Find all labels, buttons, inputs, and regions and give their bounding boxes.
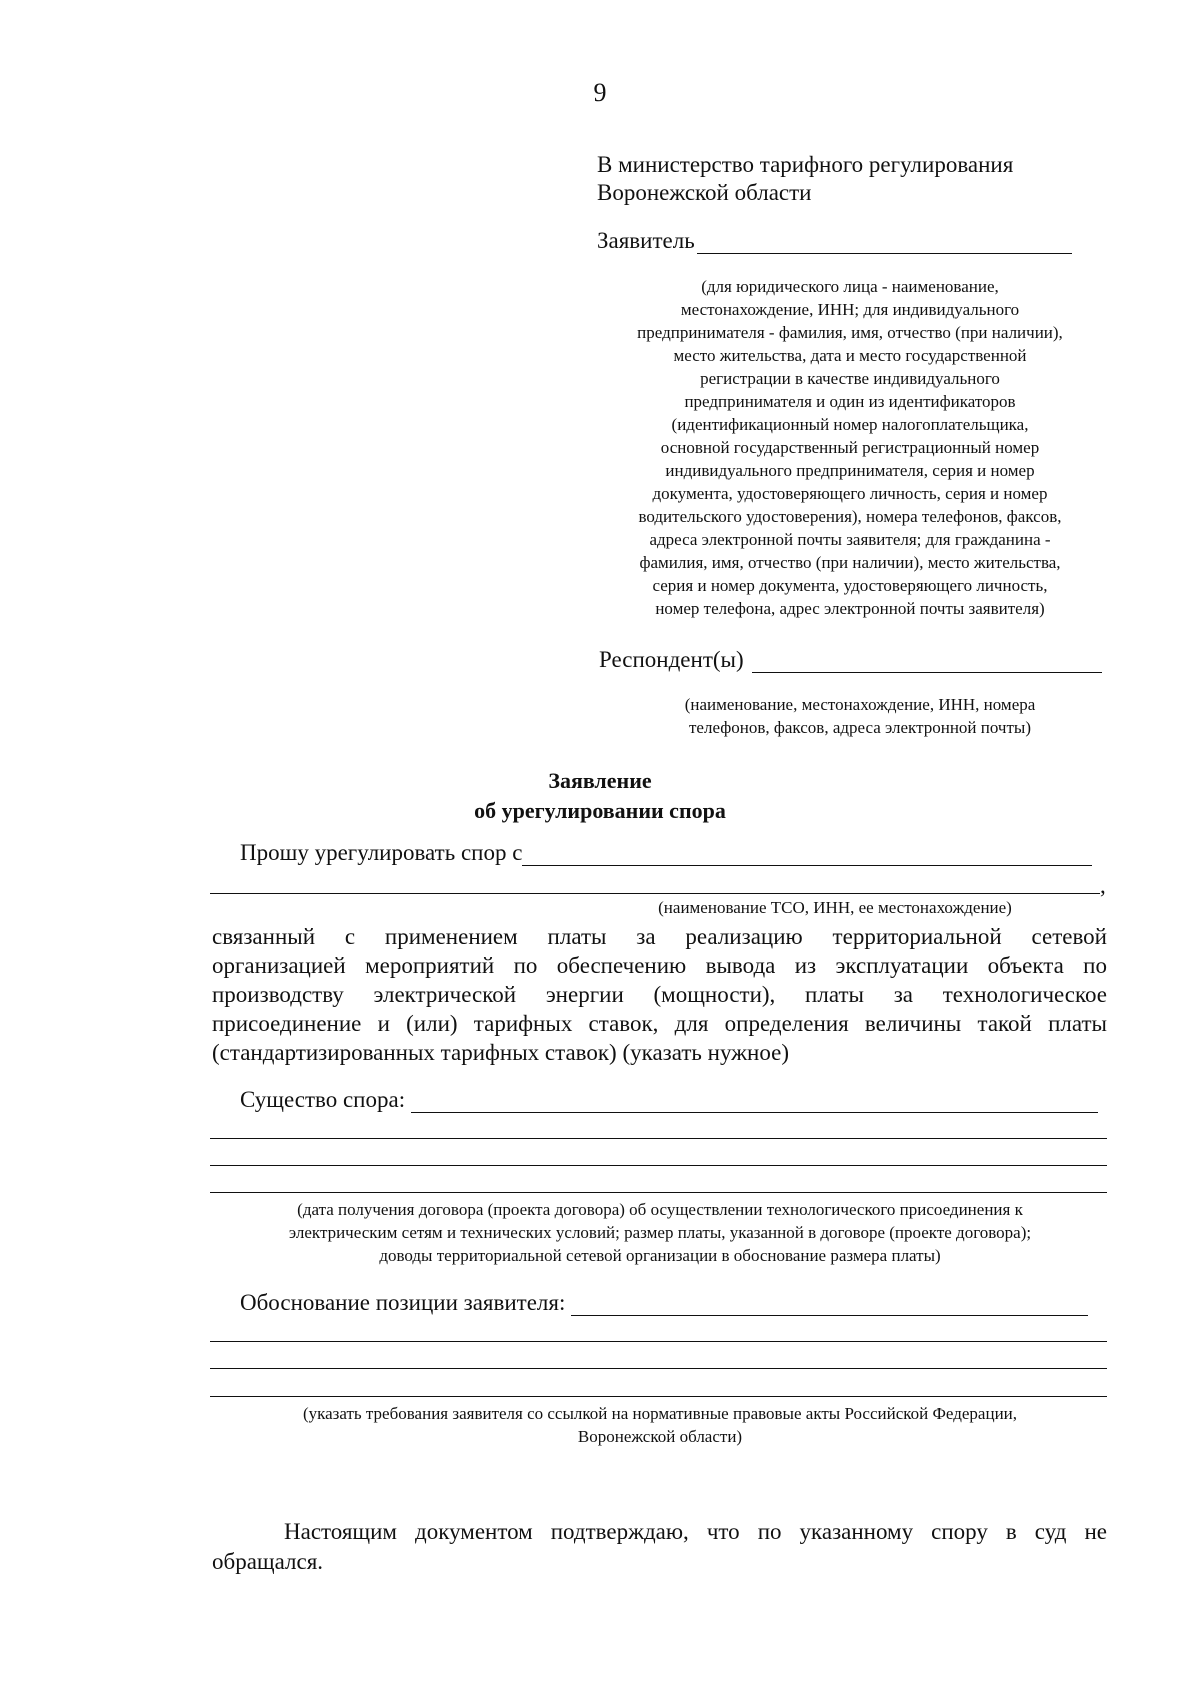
respondent-note <box>630 693 1090 739</box>
applicant-note-line: предпринимателя и один из идентификаторов <box>684 392 1016 411</box>
applicant-note-line: фамилия, имя, отчество (при наличии), место жительства, <box>639 553 1061 572</box>
essence-note <box>205 1198 1115 1267</box>
applicant-note-line: номер телефона, адрес электронной почты заявителя) <box>655 599 1045 618</box>
request-note: (наименование ТСО, ИНН, ее местонахождение) <box>658 898 1012 917</box>
justification-line[interactable] <box>210 1341 1107 1342</box>
essence-note-line: (дата получения договора (проекта договора) об осуществлении технологического присоединения к <box>297 1200 1023 1219</box>
essence-field <box>240 1087 1098 1113</box>
applicant-note-line: серия и номер документа, удостоверяющего личность, <box>652 576 1048 595</box>
respondent-note-line: (наименование, местонахождение, ИНН, номера <box>684 695 1036 714</box>
essence-line[interactable] <box>210 1192 1107 1193</box>
applicant-note-line: индивидуального предпринимателя, серия и номер <box>665 461 1035 480</box>
respondent-field <box>599 647 1102 673</box>
addressee-line-2: Воронежской области <box>597 180 812 205</box>
request-continuation-line[interactable] <box>210 893 1100 894</box>
document-title <box>0 766 1200 826</box>
applicant-note-line: предпринимателя - фамилия, имя, отчество (при наличии), <box>637 323 1063 342</box>
applicant-label: Заявитель <box>597 228 695 253</box>
essence-line[interactable] <box>210 1138 1107 1139</box>
respondent-label: Респондент(ы) <box>599 647 744 672</box>
applicant-note-line: местонахождение, ИНН; для индивидуального <box>680 300 1020 319</box>
title-line-2: об урегулировании спора <box>474 798 726 823</box>
request-input-line[interactable] <box>522 843 1092 866</box>
respondent-note-line: телефонов, факсов, адреса электронной почты) <box>689 718 1031 737</box>
request-field <box>240 840 1092 866</box>
applicant-note-line: (идентификационный номер налогоплательщика, <box>671 415 1029 434</box>
applicant-note-line: основной государственный регистрационный номер <box>660 438 1040 457</box>
request-body-line: (стандартизированных тарифных ставок) (указать нужное) <box>212 1040 789 1065</box>
essence-label: Существо спора: <box>240 1087 406 1112</box>
applicant-note-line: водительского удостоверения), номера телефонов, факсов, <box>638 507 1062 526</box>
title-line-1: Заявление <box>548 768 652 793</box>
applicant-note <box>590 275 1110 620</box>
request-comma: , <box>1100 873 1106 898</box>
justification-line[interactable] <box>210 1368 1107 1369</box>
applicant-note-line: регистрации в качестве индивидуального <box>700 369 1000 388</box>
page-number: 9 <box>593 78 607 107</box>
request-label: Прошу урегулировать спор с <box>240 840 523 865</box>
addressee-line-1: В министерство тарифного регулирования <box>597 152 1014 177</box>
justification-note <box>205 1402 1115 1448</box>
request-body-line: связанный с применением платы за реализацию территориальной сетевой <box>212 924 1107 949</box>
essence-line[interactable] <box>210 1165 1107 1166</box>
justification-input-line[interactable] <box>571 1293 1088 1316</box>
justification-note-line: Воронежской области) <box>577 1427 743 1446</box>
confirmation-line-1: Настоящим документом подтверждаю, что по указанному спору в суд не <box>284 1519 1107 1544</box>
applicant-note-line: адреса электронной почты заявителя; для гражданина - <box>649 530 1051 549</box>
essence-note-line: доводы территориальной сетевой организации в обоснование размера платы) <box>379 1246 941 1265</box>
applicant-note-line: (для юридического лица - наименование, <box>701 277 999 296</box>
request-body-line: организацией мероприятий по обеспечению вывода из эксплуатации объекта по <box>212 953 1107 978</box>
request-body-line: производству электрической энергии (мощности), платы за технологическое <box>212 982 1107 1007</box>
confirmation-text <box>212 1517 1107 1577</box>
respondent-input-line[interactable] <box>752 650 1102 673</box>
applicant-field <box>597 228 1072 254</box>
justification-note-line: (указать требования заявителя со ссылкой на нормативные правовые акты Российской Федерации, <box>302 1404 1018 1423</box>
essence-note-line: электрическим сетям и технических условий; размер платы, указанной в договоре (проекте договора); <box>288 1223 1032 1242</box>
applicant-input-line[interactable] <box>697 231 1072 254</box>
justification-label: Обоснование позиции заявителя: <box>240 1290 566 1315</box>
applicant-note-line: место жительства, дата и место государственной <box>673 346 1027 365</box>
justification-line[interactable] <box>210 1396 1107 1397</box>
applicant-note-line: документа, удостоверяющего личность, серия и номер <box>652 484 1048 503</box>
justification-field <box>240 1290 1088 1316</box>
confirmation-line-2: обращался. <box>212 1549 324 1574</box>
essence-input-line[interactable] <box>411 1090 1098 1113</box>
request-body <box>212 922 1107 1067</box>
request-body-line: присоединение и (или) тарифных ставок, для определения величины такой платы <box>212 1011 1107 1036</box>
addressee-block <box>597 151 1013 207</box>
